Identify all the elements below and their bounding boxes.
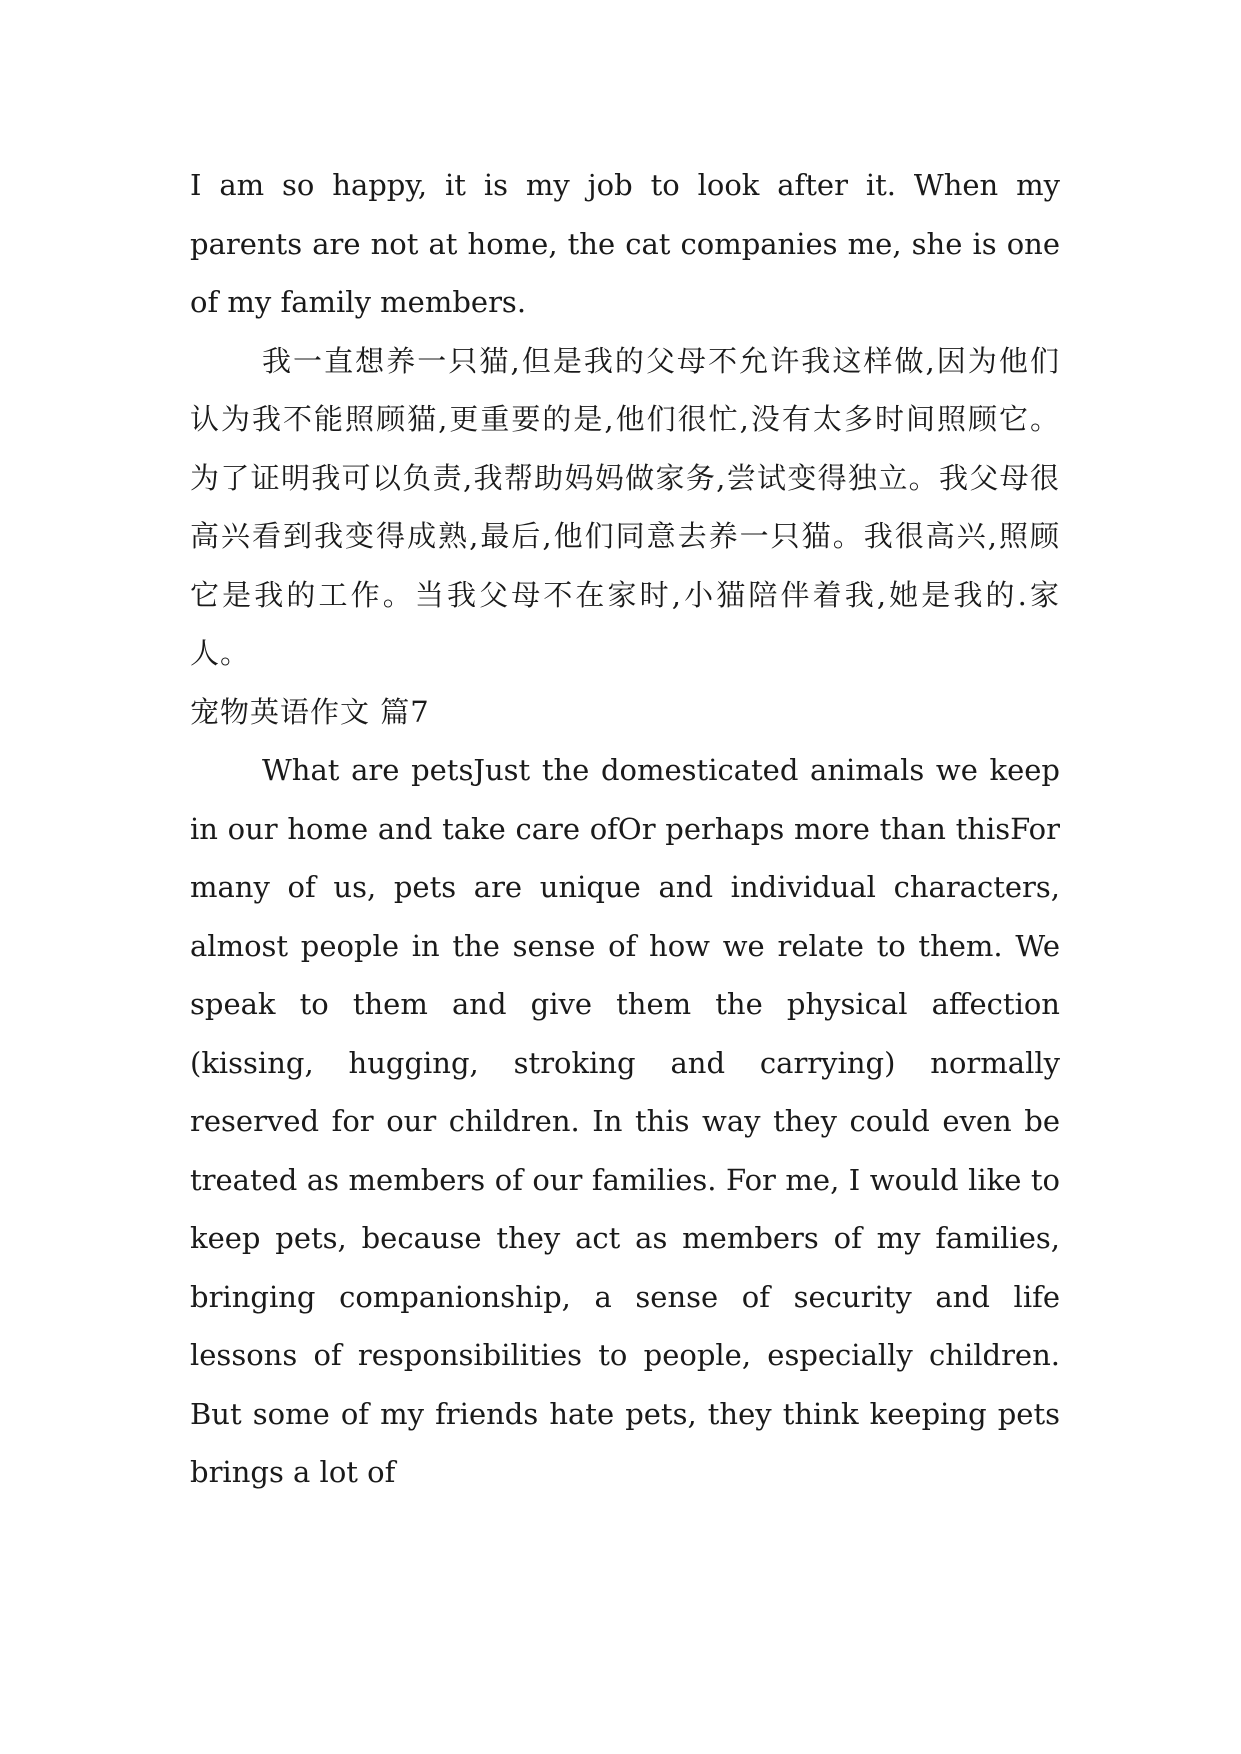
section-heading: 宠物英语作文 篇7 xyxy=(190,694,430,729)
paragraph-english-intro: I am so happy, it is my job to look after it. When my parents are not at home, the cat companies me, she is one of my family members. xyxy=(190,168,1060,319)
paragraph-chinese: 我一直想养一只猫,但是我的父母不允许我这样做,因为他们认为我不能照顾猫,更重要的是,他们很忙,没有太多时间照顾它。为了证明我可以负责,我帮助妈妈做家务,尝试变得独立。我父母很高兴看到我变得成熟,最后,他们同意去养一只猫。我很高兴,照顾它是我的工作。当我父母不在家时,小猫陪伴着我,她是我的.家人。 xyxy=(190,343,1060,670)
document-page xyxy=(190,156,1060,1502)
paragraph-english-essay: What are petsJust the domesticated animals we keep in our home and take care ofOr perhaps more than thisFor many of us, pets are unique and individual characters, almost people in the sense of how we relate to them. We speak to them and give them the physical affection (kissing, hugging, stroking and carrying) normally reserved for our children. In this way they could even be treated as members of our families. For me, I would like to keep pets, because they act as members of my families, bringing companionship, a sense of security and life lessons of responsibilities to people, especially children. But some of my friends hate pets, they think keeping pets brings a lot of xyxy=(190,753,1060,1489)
